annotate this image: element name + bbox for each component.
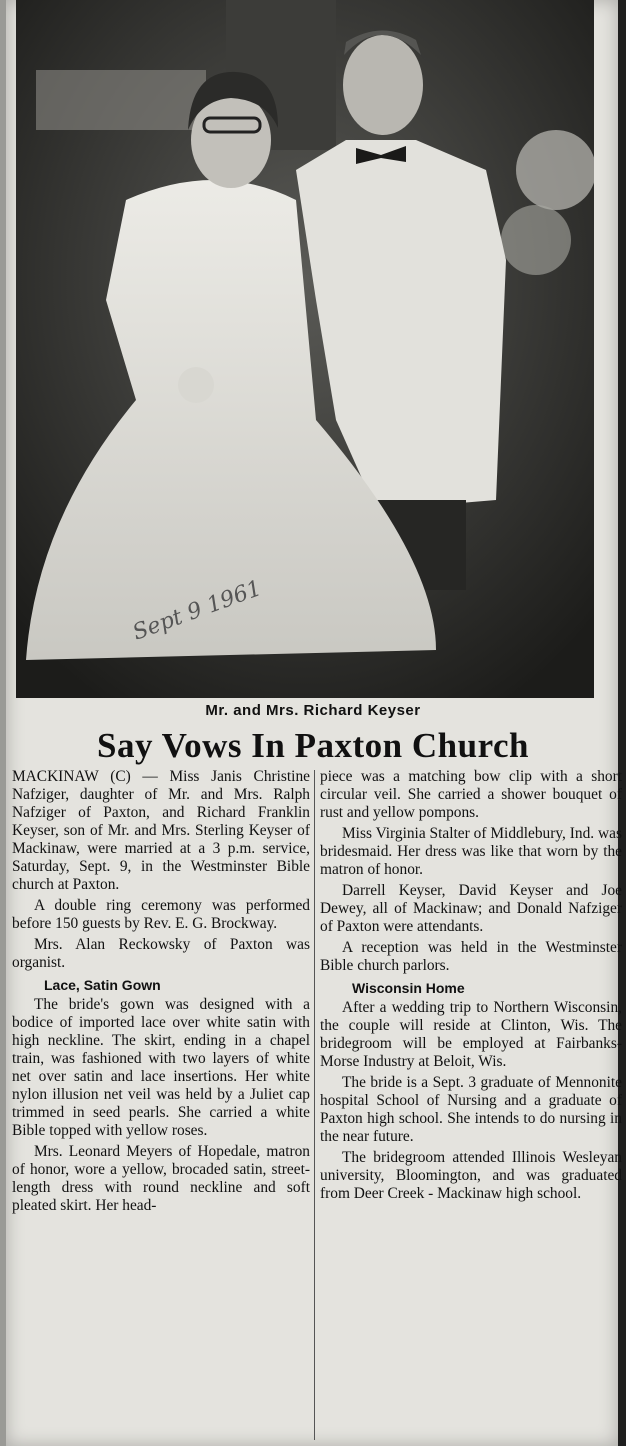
paragraph: The bride is a Sept. 3 graduate of Mennonite hospital School of Nursing and a graduate of Paxton high school. She intends to do nursing in the near future.	[320, 1073, 622, 1145]
paragraph: Darrell Keyser, David Keyser and Joe Dewey, all of Mackinaw; and Donald Nafziger of Paxton were attendants.	[320, 882, 622, 936]
paragraph: Miss Virginia Stalter of Middlebury, Ind. was bridesmaid. Her dress was like that worn by the matron of honor.	[320, 825, 622, 879]
handwritten-date: Sept 9 1961	[129, 575, 265, 646]
paragraph: After a wedding trip to Northern Wisconsin, the couple will reside at Clinton, Wis. The bridegroom will be employed at Fairbanks-Morse Industry at Beloit, Wis.	[320, 998, 622, 1070]
scan-edge	[618, 0, 626, 1446]
article-column-right	[320, 768, 622, 1206]
subheading: Lace, Satin Gown	[44, 976, 161, 993]
photo-caption: Mr. and Mrs. Richard Keyser	[205, 702, 421, 719]
newspaper-clipping	[6, 0, 618, 1446]
wedding-photo-illustration	[16, 0, 594, 698]
headline: Say Vows In Paxton Church	[97, 726, 529, 765]
article-column-left	[12, 768, 310, 1218]
subheading: Wisconsin Home	[352, 979, 465, 996]
paragraph: The bride's gown was designed with a bodice of imported lace over white satin with high neckline. The skirt, ending in a chapel train, was fashioned with two layers of white net over satin and lace insertions. Her white nylon illusion net veil was held by a Juliet cap trimmed in seed pearls. She carried a white Bible topped with yellow roses.	[12, 995, 310, 1139]
paragraph: piece was a matching bow clip with a short circular veil. She carried a shower bouquet of rust and yellow pompons.	[320, 768, 622, 822]
paragraph: Mrs. Leonard Meyers of Hopedale, matron of honor, wore a yellow, brocaded satin, street-length dress with round neckline and soft pleated skirt. Her head-	[12, 1142, 310, 1215]
column-divider	[314, 770, 315, 1440]
paragraph: A reception was held in the Westminster Bible church parlors.	[320, 939, 622, 975]
paragraph: MACKINAW (C) — Miss Janis Christine Nafziger, daughter of Mr. and Mrs. Ralph Nafziger of Paxton, and Richard Franklin Keyser, son of Mr. and Mrs. Sterling Keyser of Mackinaw, were married at a 3 p.m. service, Saturday, Sept. 9, in the Westminster Bible church at Paxton.	[12, 768, 310, 894]
wedding-photo	[16, 0, 594, 698]
paragraph: The bridegroom attended Illinois Wesleyan university, Bloomington, and was graduated from Deer Creek - Mackinaw high school.	[320, 1148, 622, 1203]
paragraph: Mrs. Alan Reckowsky of Paxton was organist.	[12, 936, 310, 972]
paragraph: A double ring ceremony was performed before 150 guests by Rev. E. G. Brockway.	[12, 897, 310, 933]
